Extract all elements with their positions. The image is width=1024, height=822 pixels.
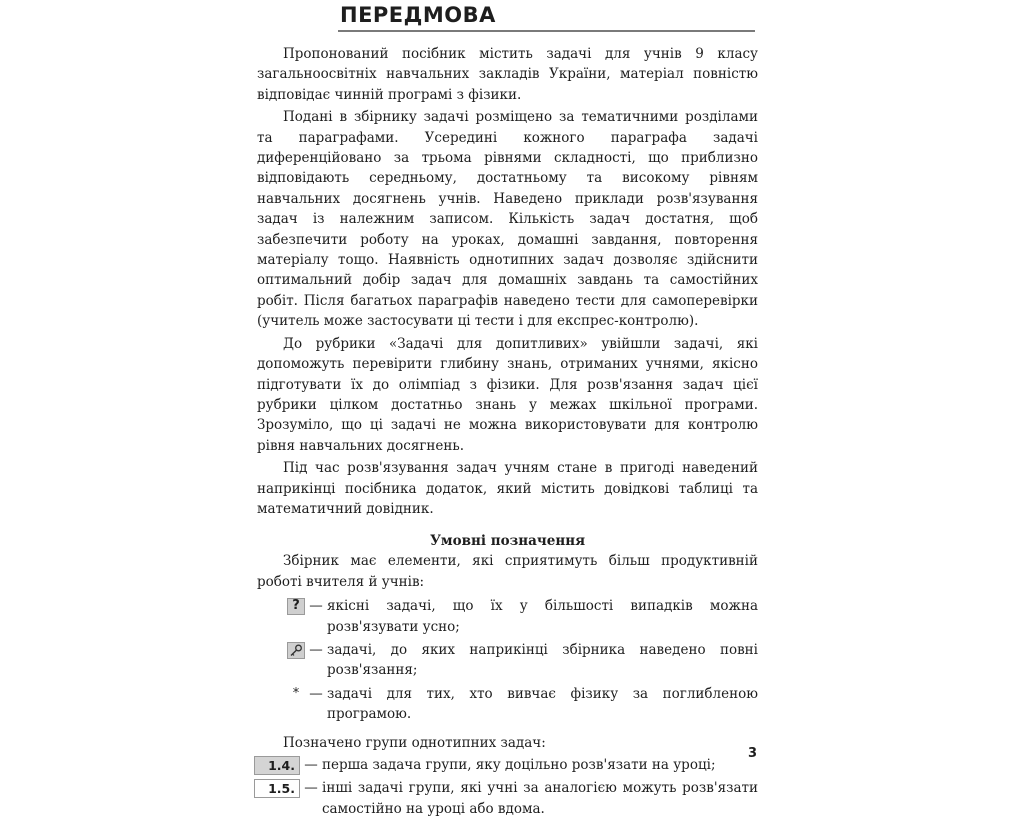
legend-text: задачі, до яких наприкінці збірника наведено повні розв'язання; — [327, 641, 758, 679]
group-text: перша задача групи, яку доцільно розв'язати на уроці; — [322, 757, 716, 773]
intro-paragraph-2: Подані в збірнику задачі розміщено за тематичними розділами та параграфами. Усередині кожного параграфа задачі диференційовано за трьома рівнями складності, що приблизно відповідають середньому, достатньому та високому рівням навчальних досягнень учнів. Наведено приклади розв'язування задач із належним записом. Кількість задач достатня, щоб забезпечити роботу на уроках, домашні завдання, повторення матеріалу тощо. Наявність однотипних задач дозволяє здійснити оптимальний добір задач для домашніх завдань та самостійних робіт. Після багатьох параграфів наведено тести для самоперевірки (учитель може застосувати ці тести і для експрес-контролю). — [257, 109, 758, 330]
intro-paragraph-3: До рубрики «Задачі для допитливих» увійшли задачі, які допоможуть перевірити глибину знань, отриманих учнями, якісно підготувати їх до олімпіад з фізики. Для розв'язання задач цієї рубрики цілком достатньо знань у межах шкільної програми. Зрозуміло, що ці задачі не можна використовувати для контролю рівня навчальних досягнень. — [257, 335, 758, 454]
groups-intro: Позначено групи однотипних задач: — [283, 734, 546, 751]
key-icon — [287, 642, 305, 659]
page-number: 3 — [748, 746, 758, 761]
intro-paragraph-1: Пропонований посібник містить задачі для учнів 9 класу загальноосвітніх навчальних закладів України, матеріал повністю відповідає чинній програмі з фізики. — [257, 46, 758, 103]
group-item-others — [254, 778, 758, 819]
group-number-badge: 1.5. — [254, 779, 300, 798]
group-item-first — [254, 755, 758, 775]
legend-dash: — — [309, 598, 323, 615]
intro-paragraph-4: Під час розв'язування задач учням стане в пригоді наведений наприкінці посібника додаток, який містить довідкові таблиці та математичний довідник. — [257, 460, 758, 517]
legend-item-qualitative — [287, 596, 758, 637]
text-column — [257, 44, 758, 822]
legend-item-advanced — [287, 684, 758, 725]
question-mark-icon: ? — [287, 598, 305, 615]
group-text: інші задачі групи, які учні за аналогією можуть розв'язати самостійно на уроці або вдома. — [322, 780, 758, 817]
notation-legend — [257, 596, 758, 724]
group-dash: — — [304, 780, 318, 797]
notation-intro: Збірник має елементи, які сприятимуть більш продуктивній роботі вчителя й учнів: — [257, 553, 758, 590]
legend-dash: — — [309, 641, 323, 658]
legend-item-solutions — [287, 640, 758, 681]
asterisk-icon: * — [292, 686, 300, 702]
page-title: ПЕРЕДМОВА — [340, 3, 496, 27]
legend-text: якісні задачі, що їх у більшості випадків можна розв'язувати усно; — [327, 598, 758, 635]
legend-dash: — — [309, 685, 323, 702]
group-number-badge: 1.4. — [254, 756, 300, 775]
title-underline — [338, 30, 755, 32]
group-dash: — — [304, 757, 318, 773]
notation-heading: Умовні позначення — [429, 533, 586, 550]
legend-text: задачі для тих, хто вивчає фізику за поглибленою програмою. — [327, 685, 758, 723]
